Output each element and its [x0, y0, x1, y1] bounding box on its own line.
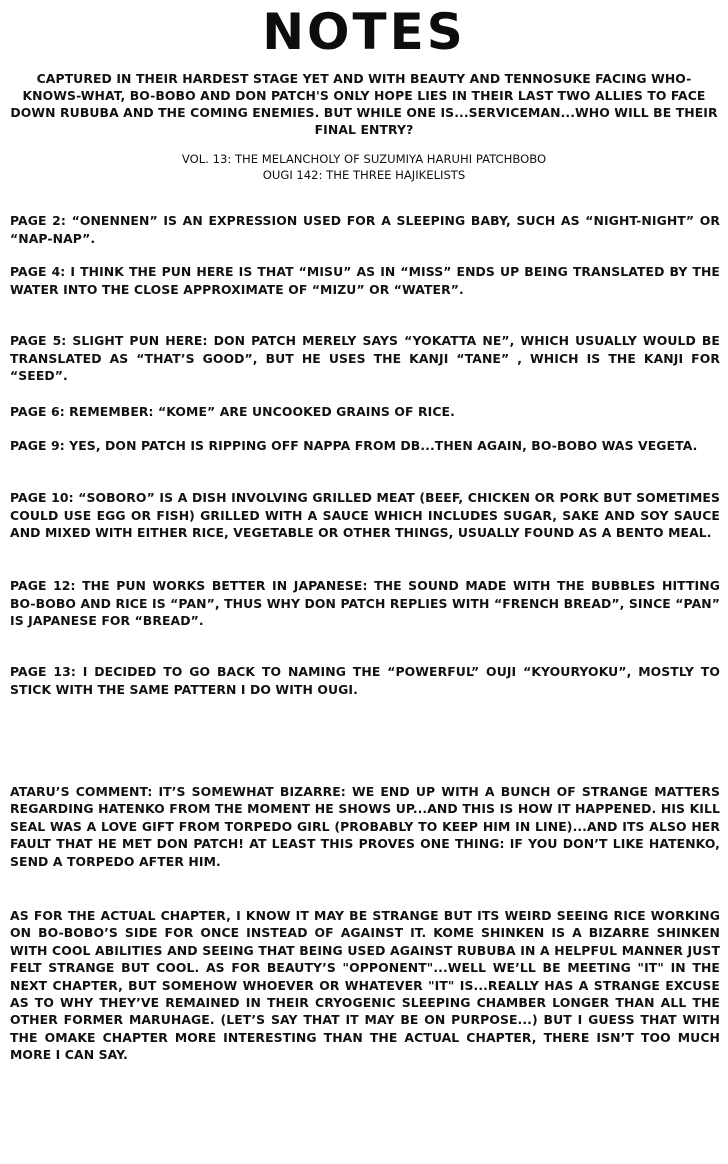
- page-title: NOTES: [262, 3, 466, 61]
- note-page-4: PAGE 4: I THINK THE PUN HERE IS THAT “MISU” AS IN “MISS” ENDS UP BEING TRANSLATED BY THE WATER INTO THE CLOSE APPROXIMATE OF “MIZU” OR “WATER”.: [10, 264, 720, 297]
- note-page-10: PAGE 10: “SOBORO” IS A DISH INVOLVING GRILLED MEAT (BEEF, CHICKEN OR PORK BUT SOMETIMES COULD USE EGG OR FISH) GRILLED WITH A SAUCE WHICH INCLUDES SUGAR, SAKE AND SOY SAUCE AND MIXED WITH EITHER RICE, VEGETABLE OR OTHER THINGS, USUALLY FOUND AS A BENTO MEAL.: [10, 490, 720, 541]
- chapter-line: OUGI 142: THE THREE HAJIKELISTS: [262, 168, 466, 182]
- note-page-9: PAGE 9: YES, DON PATCH IS RIPPING OFF NAPPA FROM DB...THEN AGAIN, BO-BOBO WAS VEGETA.: [10, 438, 698, 453]
- ataru-comment: ATARU’S COMMENT: IT’S SOMEWHAT BIZARRE: WE END UP WITH A BUNCH OF STRANGE MATTERS REGARDING HATENKO FROM THE MOMENT HE SHOWS UP...AND THIS IS HOW IT HAPPENED. HIS KILL SEAL WAS A LOVE GIFT FROM TORPEDO GIRL (PROBABLY TO KEEP HIM IN LINE)...AND ITS ALSO HER FAULT THAT HE MET DON PATCH! AT LEAST THIS PROVES ONE THING: IF YOU DON’T LIKE HATENKO, SEND A TORPEDO AFTER HIM.: [10, 784, 720, 869]
- chapter-comment: AS FOR THE ACTUAL CHAPTER, I KNOW IT MAY BE STRANGE BUT ITS WEIRD SEEING RICE WORKING ON BO-BOBO’S SIDE FOR ONCE INSTEAD OF AGAINST IT. KOME SHINKEN IS A BIZARRE SHINKEN WITH COOL ABILITIES AND SEEING THAT BEING USED AGAINST RUBUBA IN A HELPFUL MANNER JUST FELT STRANGE BUT COOL. AS FOR BEAUTY’S "OPPONENT"...WELL WE’LL BE MEETING "IT" IN THE NEXT CHAPTER, BUT SOMEHOW WHOEVER OR WHATEVER "IT" IS...REALLY HAS A STRANGE EXCUSE AS TO WHY THEY’VE REMAINED IN THEIR CRYOGENIC SLEEPING CHAMBER LONGER THAN ALL THE OTHER FORMER MARUHAGE. (LET’S SAY THAT IT MAY BE ON PURPOSE...) BUT I GUESS THAT WITH THE OMAKE CHAPTER MORE INTERESTING THAN THE ACTUAL CHAPTER, THERE ISN’T TOO MUCH MORE I CAN SAY.: [10, 908, 720, 1063]
- volume-line: VOL. 13: THE MELANCHOLY OF SUZUMIYA HARUHI PATCHBOBO: [181, 152, 547, 166]
- note-page-2: PAGE 2: “ONENNEN” IS AN EXPRESSION USED FOR A SLEEPING BABY, SUCH AS “NIGHT-NIGHT” OR “NAP-NAP”.: [10, 213, 720, 246]
- note-page-12: PAGE 12: THE PUN WORKS BETTER IN JAPANESE: THE SOUND MADE WITH THE BUBBLES HITTING BO-BOBO AND RICE IS “PAN”, THUS WHY DON PATCH REPLIES WITH “FRENCH BREAD”, SINCE “PAN” IS JAPANESE FOR “BREAD”.: [10, 578, 720, 629]
- note-page-5: PAGE 5: SLIGHT PUN HERE: DON PATCH MERELY SAYS “YOKATTA NE”, WHICH USUALLY WOULD BE TRANSLATED AS “THAT’S GOOD”, BUT HE USES THE KANJI “TANE” , WHICH IS THE KANJI FOR “SEED”.: [10, 333, 720, 384]
- note-page-6: PAGE 6: REMEMBER: “KOME” ARE UNCOOKED GRAINS OF RICE.: [10, 404, 455, 419]
- note-page-13: PAGE 13: I DECIDED TO GO BACK TO NAMING THE “POWERFUL” OUJI “KYOURYOKU”, MOSTLY TO STICK WITH THE SAME PATTERN I DO WITH OUGI.: [10, 664, 720, 697]
- intro-paragraph: CAPTURED IN THEIR HARDEST STAGE YET AND WITH BEAUTY AND TENNOSUKE FACING WHO-KNOWS-WHAT, BO-BOBO AND DON PATCH'S ONLY HOPE LIES IN THEIR LAST TWO ALLIES TO FACE DOWN RUBUBA AND THE COMING ENEMIES. BUT WHILE ONE IS...SERVICEMAN...WHO WILL BE THEIR FINAL ENTRY?: [10, 71, 718, 137]
